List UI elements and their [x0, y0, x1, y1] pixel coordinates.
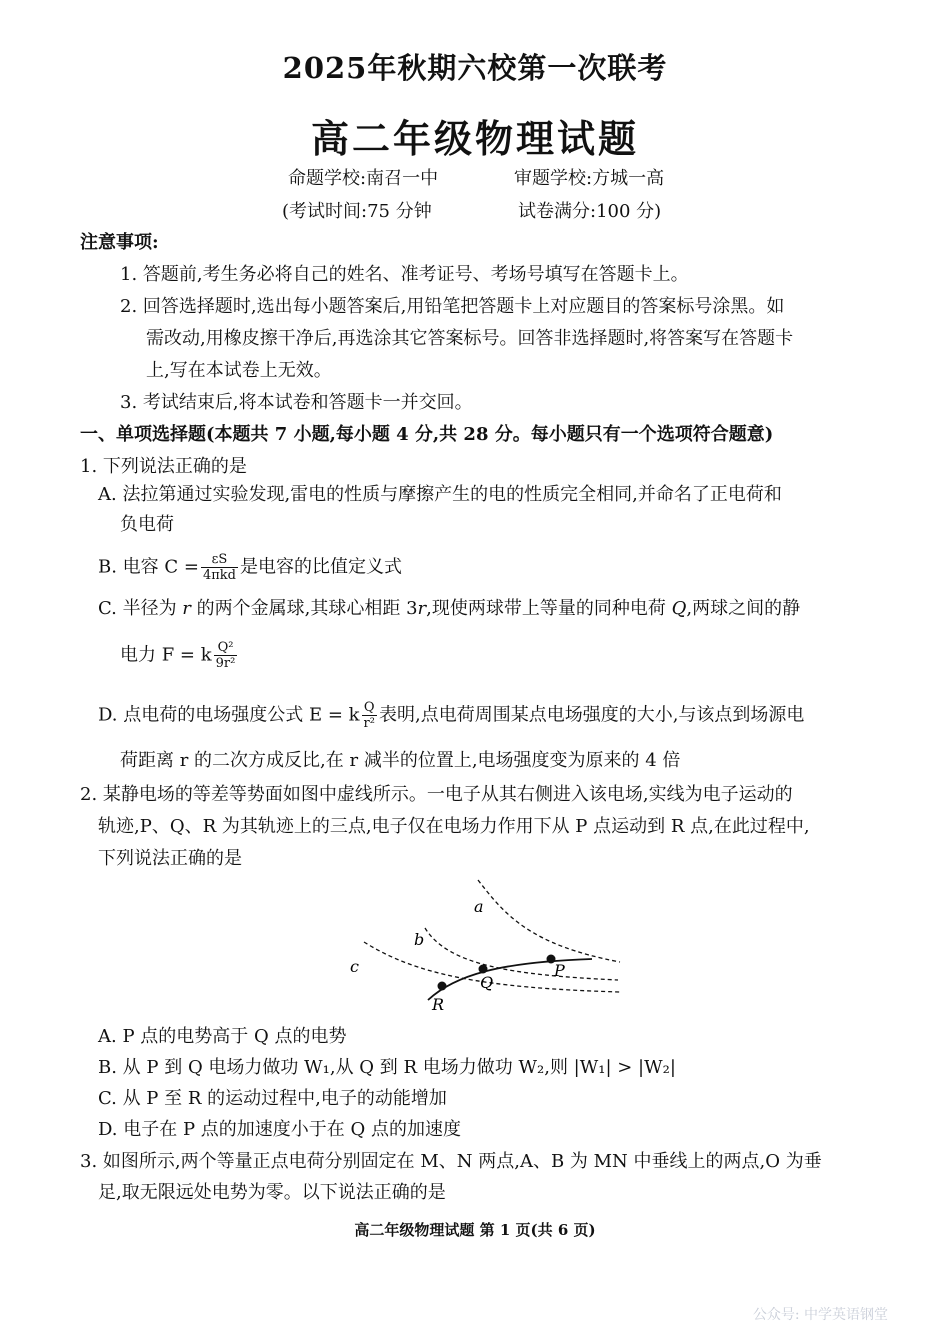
field-numerator: Q [362, 700, 377, 716]
q1-c-text-3: ,现使两球带上等量的同种电荷 [426, 598, 672, 619]
var-q: Q [671, 598, 687, 619]
electron-trajectory [428, 959, 592, 1000]
notes-heading: 注意事项: [80, 232, 159, 253]
capacitance-fraction [201, 552, 238, 583]
page-footer: 高二年级物理试题 第 1 页(共 6 页) [354, 1221, 596, 1239]
q2-option-a: A. P 点的电势高于 Q 点的电势 [98, 1026, 347, 1047]
q1-option-a-line-1: A. 法拉第通过实验发现,雷电的性质与摩擦产生的电的性质完全相同,并命名了正电荷和 [98, 484, 782, 505]
label-b: b [414, 930, 425, 949]
note-2-line-1: 2. 回答选择题时,选出每小题答案后,用铅笔把答题卡上对应题目的答案标号涂黑。如 [120, 296, 785, 317]
q3-stem-line-1: 3. 如图所示,两个等量正点电荷分别固定在 M、N 两点,A、B 为 MN 中垂线上的两点,O 为垂 [80, 1151, 822, 1172]
note-3: 3. 考试结束后,将本试卷和答题卡一并交回。 [120, 392, 473, 413]
field-denominator: r² [363, 716, 375, 731]
coulomb-numerator: Q² [214, 640, 238, 656]
label-q: Q [480, 973, 494, 992]
subject-title: 高二年级物理试题 [310, 116, 639, 161]
q2-stem-line-3: 下列说法正确的是 [98, 848, 242, 869]
exam-title: 2025年秋期六校第一次联考 [282, 51, 668, 85]
full-score: 试卷满分:100 分) [518, 201, 662, 222]
equipotential-figure [330, 870, 630, 1020]
equipotential-line-b [425, 928, 618, 980]
q1-c-formula-prefix: 电力 F = k [120, 644, 212, 666]
coulomb-fraction [214, 640, 238, 671]
q2-option-c: C. 从 P 至 R 的运动过程中,电子的动能增加 [98, 1088, 447, 1109]
watermark: 公众号: 中学英语钢堂 [752, 1307, 888, 1323]
q1-b-prefix: B. 电容 C = [98, 556, 199, 578]
q1-d-prefix: D. 点电荷的电场强度公式 E = k [98, 704, 360, 726]
setter-school: 命题学校:南召一中 [288, 168, 439, 189]
note-1: 1. 答题前,考生务必将自己的姓名、准考证号、考场号填写在答题卡上。 [120, 264, 689, 285]
label-a: a [474, 897, 484, 916]
reviewer-school: 审题学校:方城一高 [514, 168, 665, 189]
note-2-line-2: 需改动,用橡皮擦干净后,再选涂其它答案标号。回答非选择题时,将答案写在答题卡 [146, 328, 794, 349]
label-r: R [432, 995, 445, 1014]
q1-option-c-line-2 [120, 640, 239, 671]
q1-option-d-line-2: 荷距离 r 的二次方成反比,在 r 减半的位置上,电场强度变为原来的 4 倍 [120, 750, 681, 771]
point-r [438, 982, 447, 991]
capacitance-numerator: εS [201, 552, 238, 568]
note-2-line-3: 上,写在本试卷上无效。 [146, 360, 332, 381]
exam-time: (考试时间:75 分钟 [282, 201, 432, 222]
q1-b-suffix: 是电容的比值定义式 [239, 556, 402, 578]
field-fraction [362, 700, 377, 731]
q1-c-text-1: C. 半径为 [98, 598, 183, 619]
q1-option-a-line-2: 负电荷 [120, 514, 174, 535]
q1-c-text-4: ,两球之间的静 [686, 598, 801, 619]
capacitance-denominator: 4πkd [202, 568, 236, 583]
q3-stem-line-2: 足,取无限远处电势为零。以下说法正确的是 [98, 1182, 446, 1203]
q1-option-c-line-1 [98, 596, 800, 622]
label-c: c [350, 957, 359, 976]
var-r-2: r [417, 598, 427, 619]
q1-d-suffix: 表明,点电荷周围某点电场强度的大小,与该点到场源电 [378, 704, 805, 726]
label-p: P [554, 961, 565, 980]
q1-stem: 1. 下列说法正确的是 [80, 456, 247, 477]
q1-option-d-line-1 [98, 700, 804, 731]
q2-stem-line-1: 2. 某静电场的等差等势面如图中虚线所示。一电子从其右侧进入该电场,实线为电子运动的 [80, 784, 793, 805]
equipotential-line-a [478, 880, 620, 962]
q1-option-b [98, 552, 402, 583]
q2-stem-line-2: 轨迹,P、Q、R 为其轨迹上的三点,电子仅在电场力作用下从 P 点运动到 R 点,在此过程中, [98, 816, 810, 837]
q2-option-b: B. 从 P 到 Q 电场力做功 W₁,从 Q 到 R 电场力做功 W₂,则 |W₁| > |W₂| [98, 1057, 676, 1078]
var-r: r [182, 598, 191, 619]
section-heading: 一、单项选择题(本题共 7 小题,每小题 4 分,共 28 分。每小题只有一个选项符合题意) [80, 424, 774, 445]
coulomb-denominator: 9r² [215, 656, 236, 671]
q2-option-d: D. 电子在 P 点的加速度小于在 Q 点的加速度 [98, 1119, 461, 1140]
q1-c-text-2: 的两个金属球,其球心相距 3 [190, 598, 418, 619]
